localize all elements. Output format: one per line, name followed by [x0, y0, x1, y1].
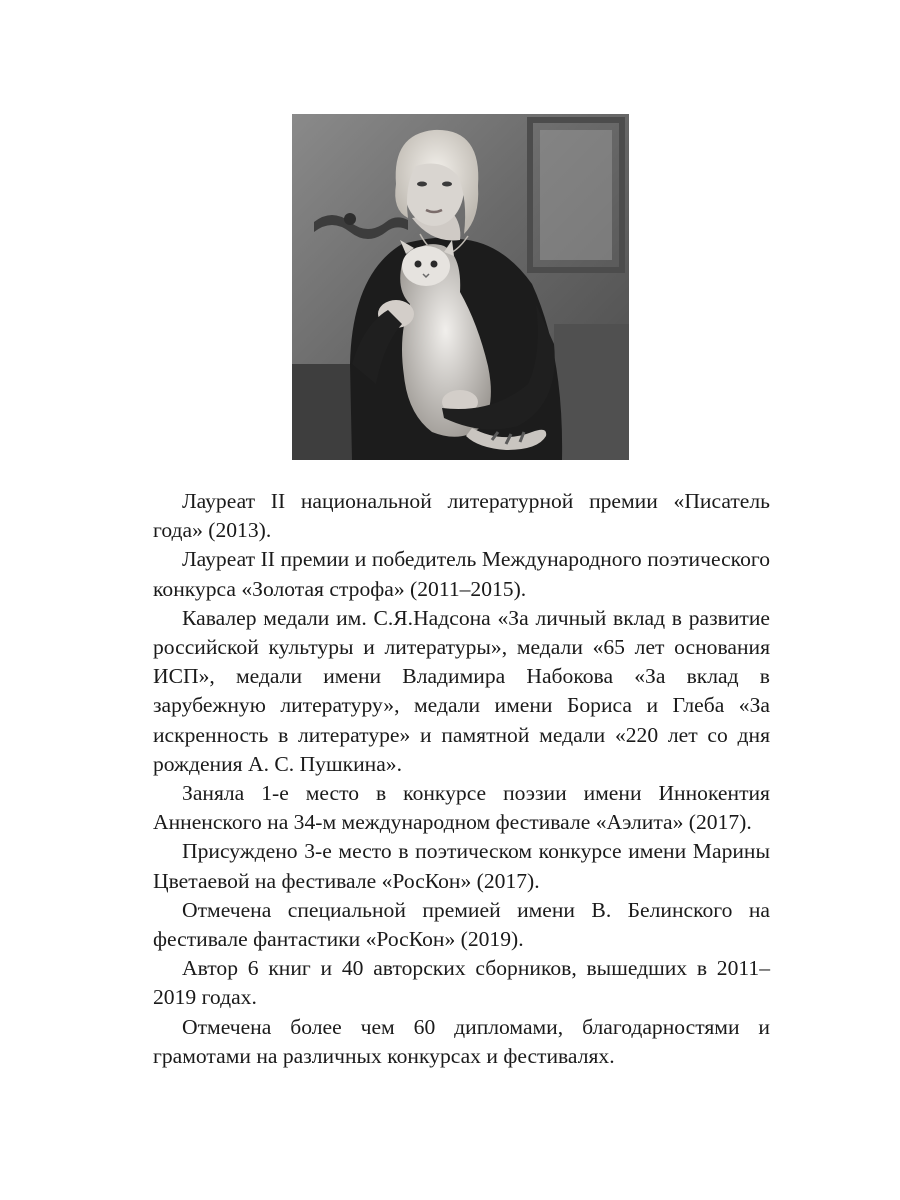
paragraph-aelita: Заняла 1-е место в конкурсе поэзии имени Иннокентия Анненского на 34-м международном фестивале «Аэлита» (2017).	[153, 781, 770, 835]
biography-text	[153, 487, 770, 1071]
paragraph-writer-of-the-year: Лауреат II национальной литературной премии «Писатель года» (2013).	[153, 489, 770, 543]
paragraph-golden-stanza: Лауреат II премии и победитель Международного поэтического конкурса «Золотая строфа» (2011–2015).	[153, 547, 770, 601]
paragraph-tsvetaeva-contest: Присуждено 3-е место в поэтическом конкурсе имени Марины Цветаевой на фестивале «РосКон» (2017).	[153, 839, 770, 893]
paragraph-belinsky-prize: Отмечена специальной премией имени В. Белинского на фестивале фантастики «РосКон» (2019).	[153, 897, 770, 952]
author-photo-image	[292, 114, 629, 460]
paragraph-medals: Кавалер медали им. С.Я.Надсона «За личный вклад в развитие российской культуры и литературы», медали «65 лет основания ИСП», медали имени Владимира Набокова «За вклад в зарубежную литературу», медали имени Бориса и Глеба «За искренность в литературе» и памятной медали «220 лет со дня рождения А. С. Пушкина».	[153, 605, 770, 776]
paragraph-books: Автор 6 книг и 40 авторских сборников, вышедших в 2011–2019 годах.	[153, 956, 770, 1010]
paragraph-diplomas: Отмечена более чем 60 дипломами, благодарностями и грамотами на различных конкурсах и фестивалях.	[153, 1014, 770, 1068]
author-photo	[292, 114, 629, 460]
